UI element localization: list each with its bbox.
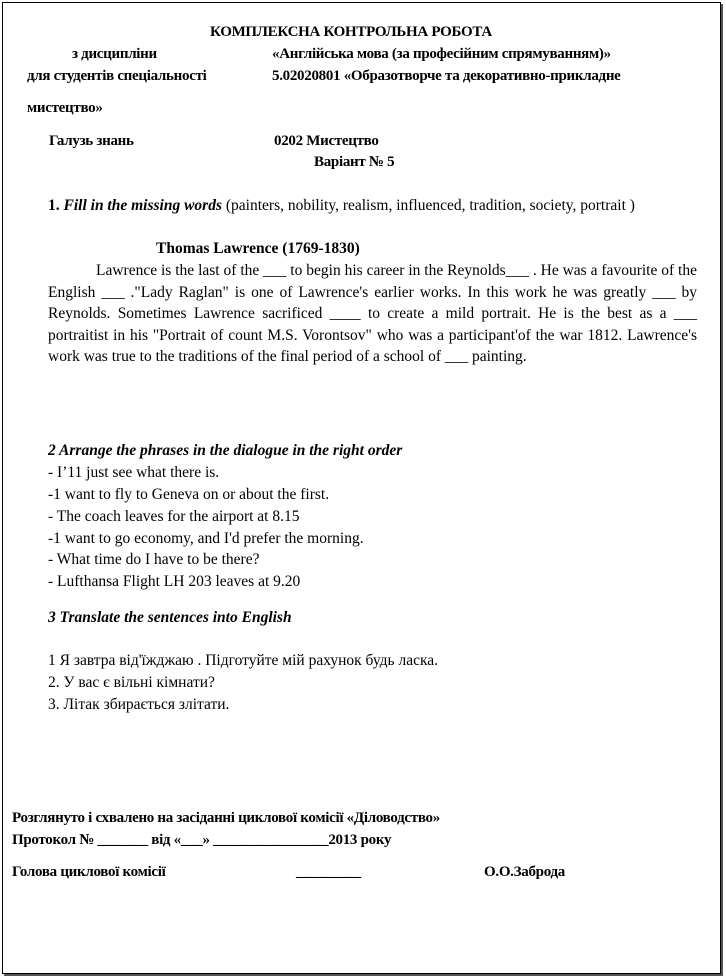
translation-sentence: 2. У вас є вільні кімнати? <box>48 674 215 691</box>
discipline-label: з дисципліни <box>72 46 157 62</box>
specialty-value-cont: мистецтво» <box>27 100 103 116</box>
approval-note: Розглянуто і схвалено на засіданні циклової комісії «Діловодство» <box>12 810 440 826</box>
task2-title: 2 Arrange the phrases in the dialogue in the right order <box>48 442 403 459</box>
signature-line: _________ <box>296 864 361 880</box>
specialty-value: 5.02020801 «Образотворче та декоративно-прикладне <box>272 68 621 84</box>
document-title: КОМПЛЕКСНА КОНТРОЛЬНА РОБОТА <box>210 24 492 40</box>
dialogue-line: - The coach leaves for the airport at 8.15 <box>48 508 300 525</box>
dialogue-line: - I’11 just see what there is. <box>48 464 220 481</box>
field-value: 0202 Мистецтво <box>274 133 379 149</box>
commission-head-label: Голова циклової комісії <box>12 864 166 880</box>
translation-sentence: 3. Літак збирається злітати. <box>48 696 230 713</box>
task1-text: Lawrence is the last of the ___ to begin his career in the Reynolds___ . He was a favourite of the English ___ ."Lady Raglan" is one of Lawrence's earlier works. In this work he was greatly ___ by Reynolds. Sometimes Lawrence sacrificed ____ to create a mild portrait. He is the best as a ___ portraitist in his "Portrait of count M.S. Vorontsov" who was a participant'of the war 1812. Lawrence's work was true to the traditions of the final period of a school of ___ painting. <box>48 262 697 366</box>
task3-title: 3 Translate the sentences into English <box>48 609 292 626</box>
dialogue-line: - What time do I have to be there? <box>48 551 260 568</box>
discipline-value: «Англійська мова (за професійним спрямуванням)» <box>272 46 611 62</box>
task1-instruction <box>48 195 697 217</box>
task1-title: Fill in the missing words <box>63 197 222 214</box>
specialty-label: для студентів спеціальності <box>27 68 207 84</box>
task1-word-list: (painters, nobility, realism, influenced, tradition, society, portrait ) <box>222 197 635 214</box>
task1-heading: Thomas Lawrence (1769-1830) <box>156 240 360 257</box>
protocol-line: Протокол № _______ від «___» ________________2013 року <box>12 832 392 848</box>
dialogue-line: -1 want to go economy, and I'd prefer the morning. <box>48 530 364 547</box>
variant-number: Варіант № 5 <box>314 154 395 170</box>
field-label: Галузь знань <box>49 133 134 149</box>
task1-number: 1. <box>48 197 60 214</box>
commission-head-name: О.О.Заброда <box>484 864 565 880</box>
dialogue-line: - Lufthansa Flight LH 203 leaves at 9.20 <box>48 573 301 590</box>
dialogue-line: -1 want to fly to Geneva on or about the first. <box>48 486 330 503</box>
translation-sentence: 1 Я завтра від'їжджаю . Підготуйте мій рахунок будь ласка. <box>48 652 439 669</box>
